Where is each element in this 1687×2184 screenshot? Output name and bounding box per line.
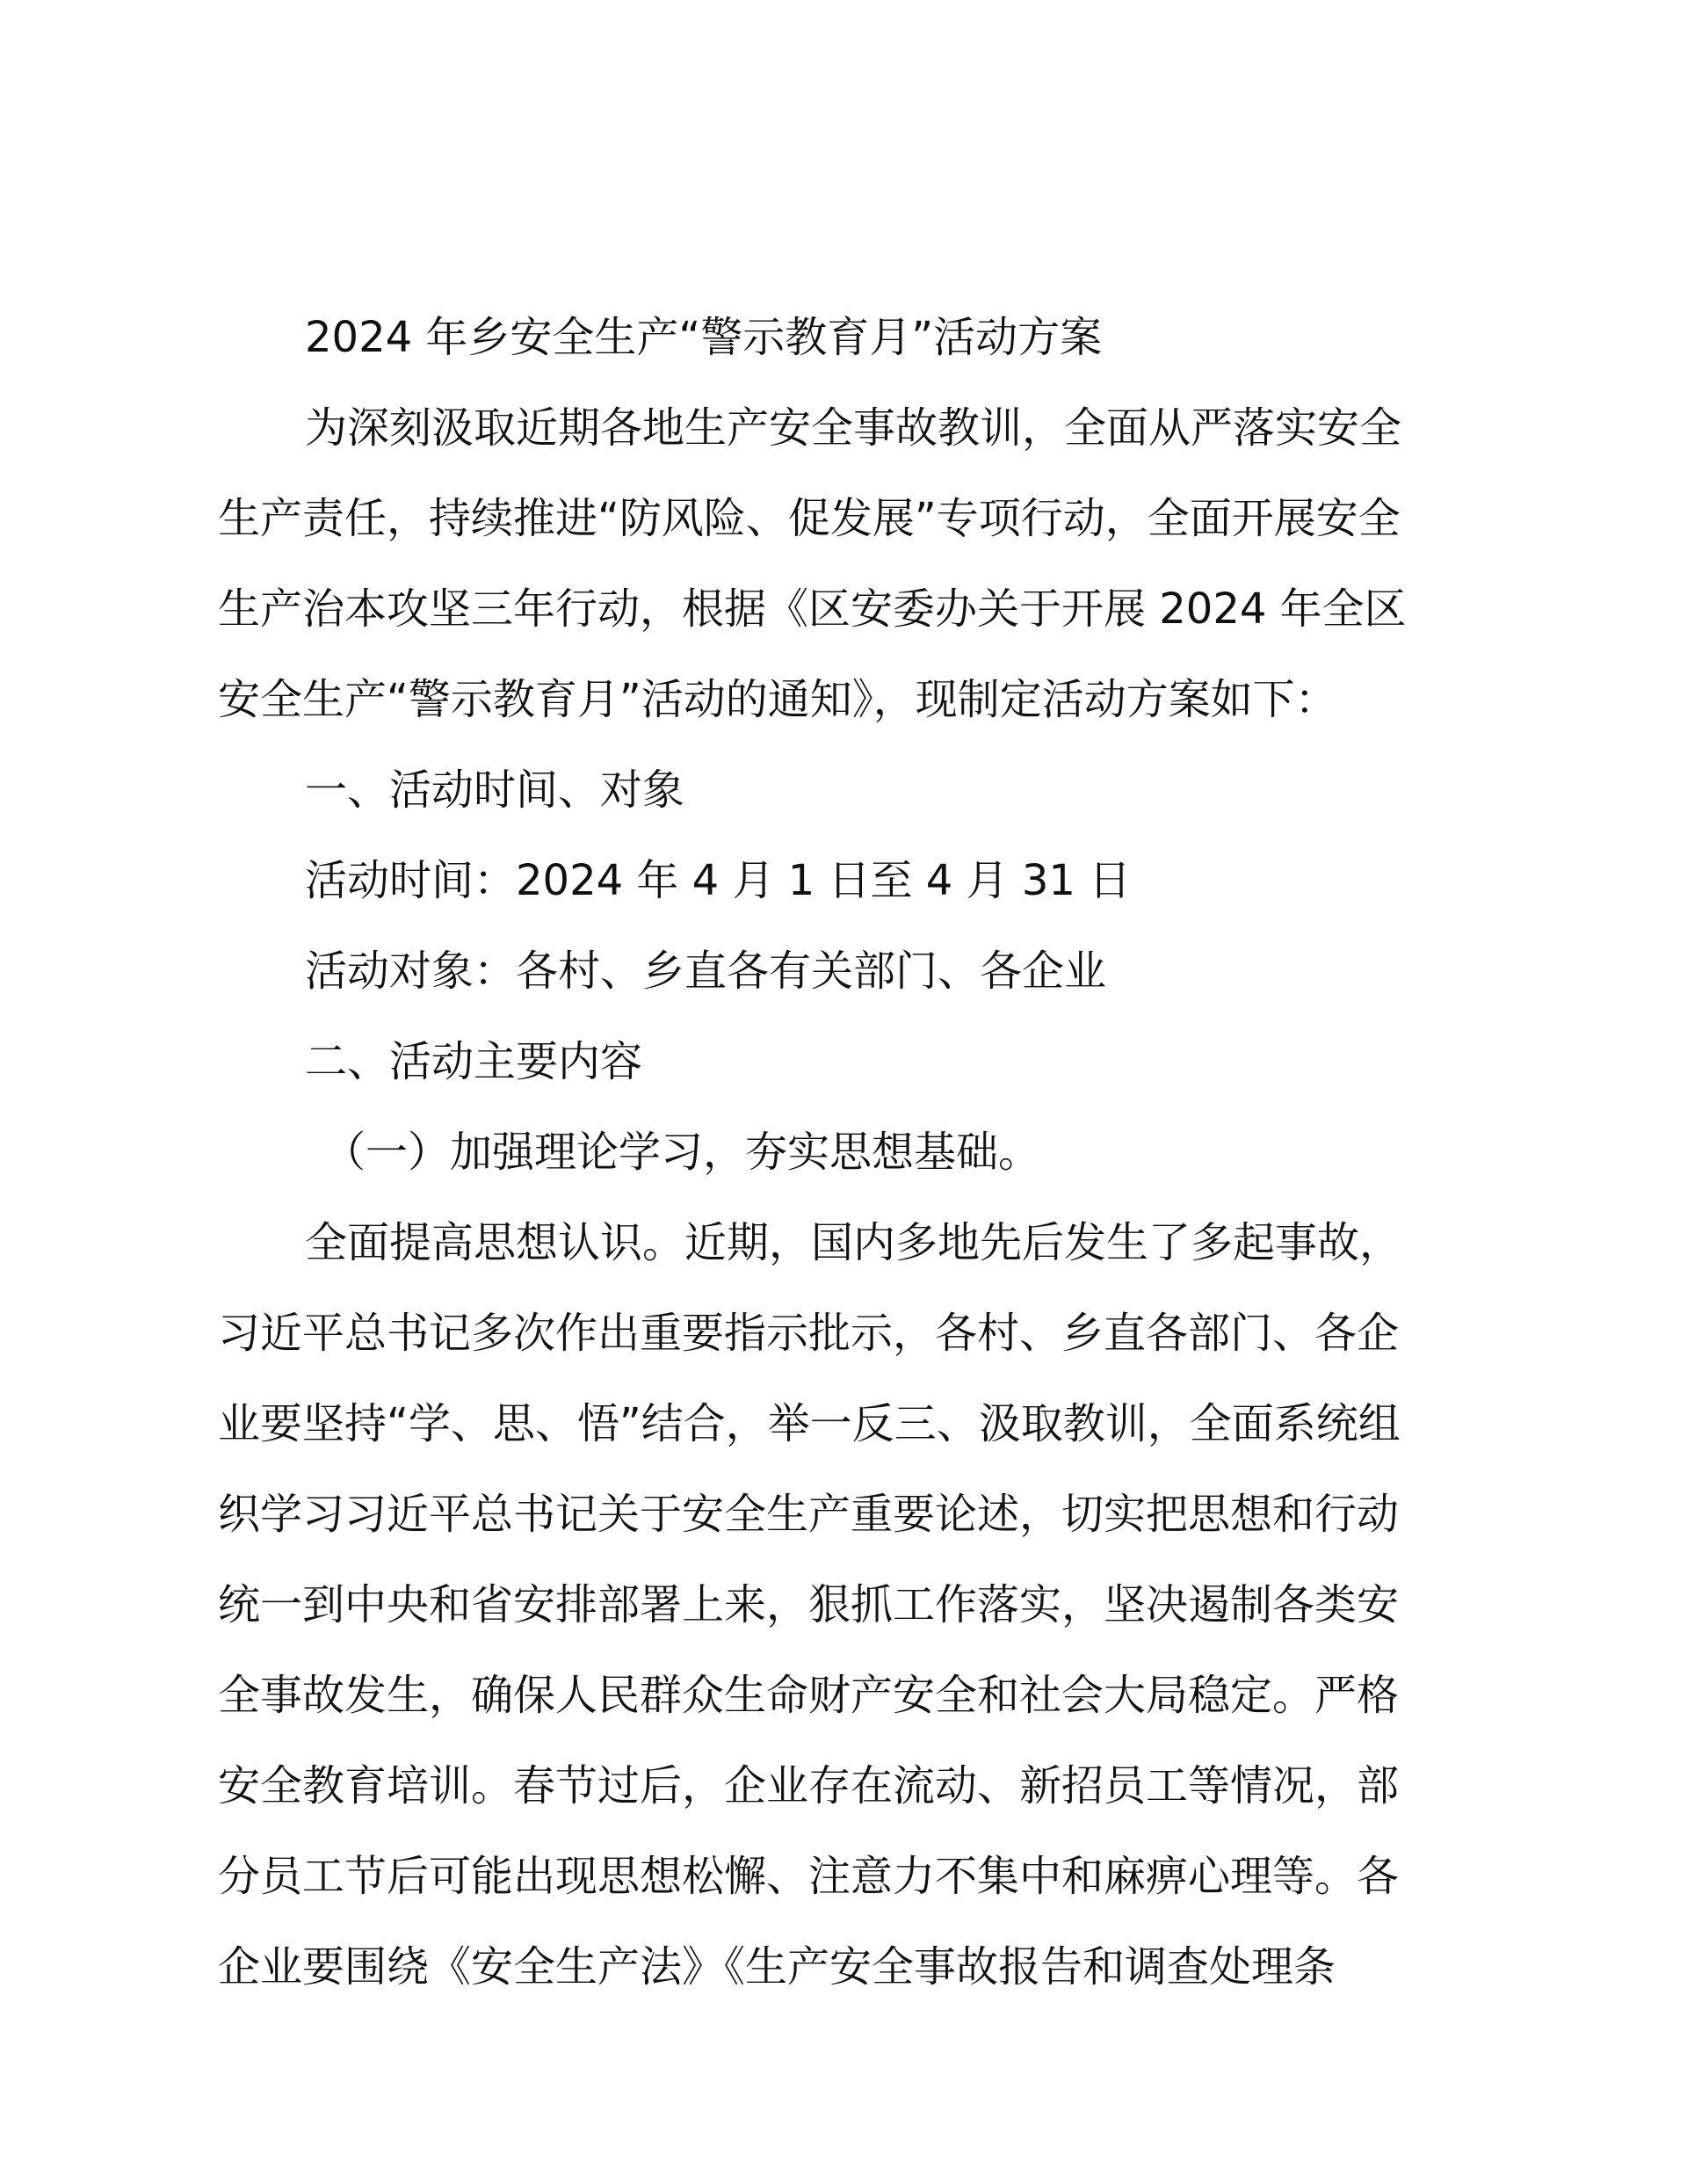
body-line: 全面提高思想认识。近期，国内多地先后发生了多起事故， bbox=[305, 1218, 1402, 1267]
subsection-heading: （一）加强理论学习，夯实思想基础。 bbox=[323, 1128, 1041, 1177]
document-body bbox=[218, 315, 1483, 2035]
body-line: 织学习习近平总书记关于安全生产重要论述，切实把思想和行动 bbox=[218, 1490, 1400, 1539]
body-line: 企业要围绕《安全生产法》《生产安全事故报告和调查处理条 bbox=[218, 1942, 1336, 1992]
body-line: 习近平总书记多次作出重要指示批示，各村、乡直各部门、各企 bbox=[218, 1309, 1400, 1358]
body-line: 业要坚持“学、思、悟”结合，举一反三、汲取教训，全面系统组 bbox=[218, 1399, 1401, 1448]
intro-line: 为深刻汲取近期各地生产安全事故教训，全面从严落实安全 bbox=[305, 403, 1402, 453]
intro-line: 生产治本攻坚三年行动，根据《区安委办关于开展 2024 年全区 bbox=[218, 584, 1407, 634]
body-line: 全事故发生，确保人民群众生命财产安全和社会大局稳定。严格 bbox=[218, 1671, 1400, 1720]
section-heading: 一、活动时间、对象 bbox=[305, 765, 685, 815]
body-line: 统一到中央和省安排部署上来，狠抓工作落实，坚决遏制各类安 bbox=[218, 1580, 1400, 1629]
body-line: 分员工节后可能出现思想松懈、注意力不集中和麻痹心理等。各 bbox=[218, 1852, 1400, 1901]
intro-line: 生产责任，持续推进“防风险、促发展”专项行动，全面开展安全 bbox=[218, 494, 1401, 543]
intro-line: 安全生产“警示教育月”活动的通知》，现制定活动方案如下： bbox=[218, 675, 1337, 724]
body-line: 安全教育培训。春节过后，企业存在流动、新招员工等情况，部 bbox=[218, 1761, 1400, 1810]
section-heading: 二、活动主要内容 bbox=[305, 1037, 643, 1086]
document-title: 2024 年乡安全生产“警示教育月”活动方案 bbox=[305, 313, 1103, 362]
activity-time: 活动时间：2024 年 4 月 1 日至 4 月 31 日 bbox=[305, 856, 1132, 905]
activity-target: 活动对象：各村、乡直各有关部门、各企业 bbox=[305, 947, 1107, 996]
